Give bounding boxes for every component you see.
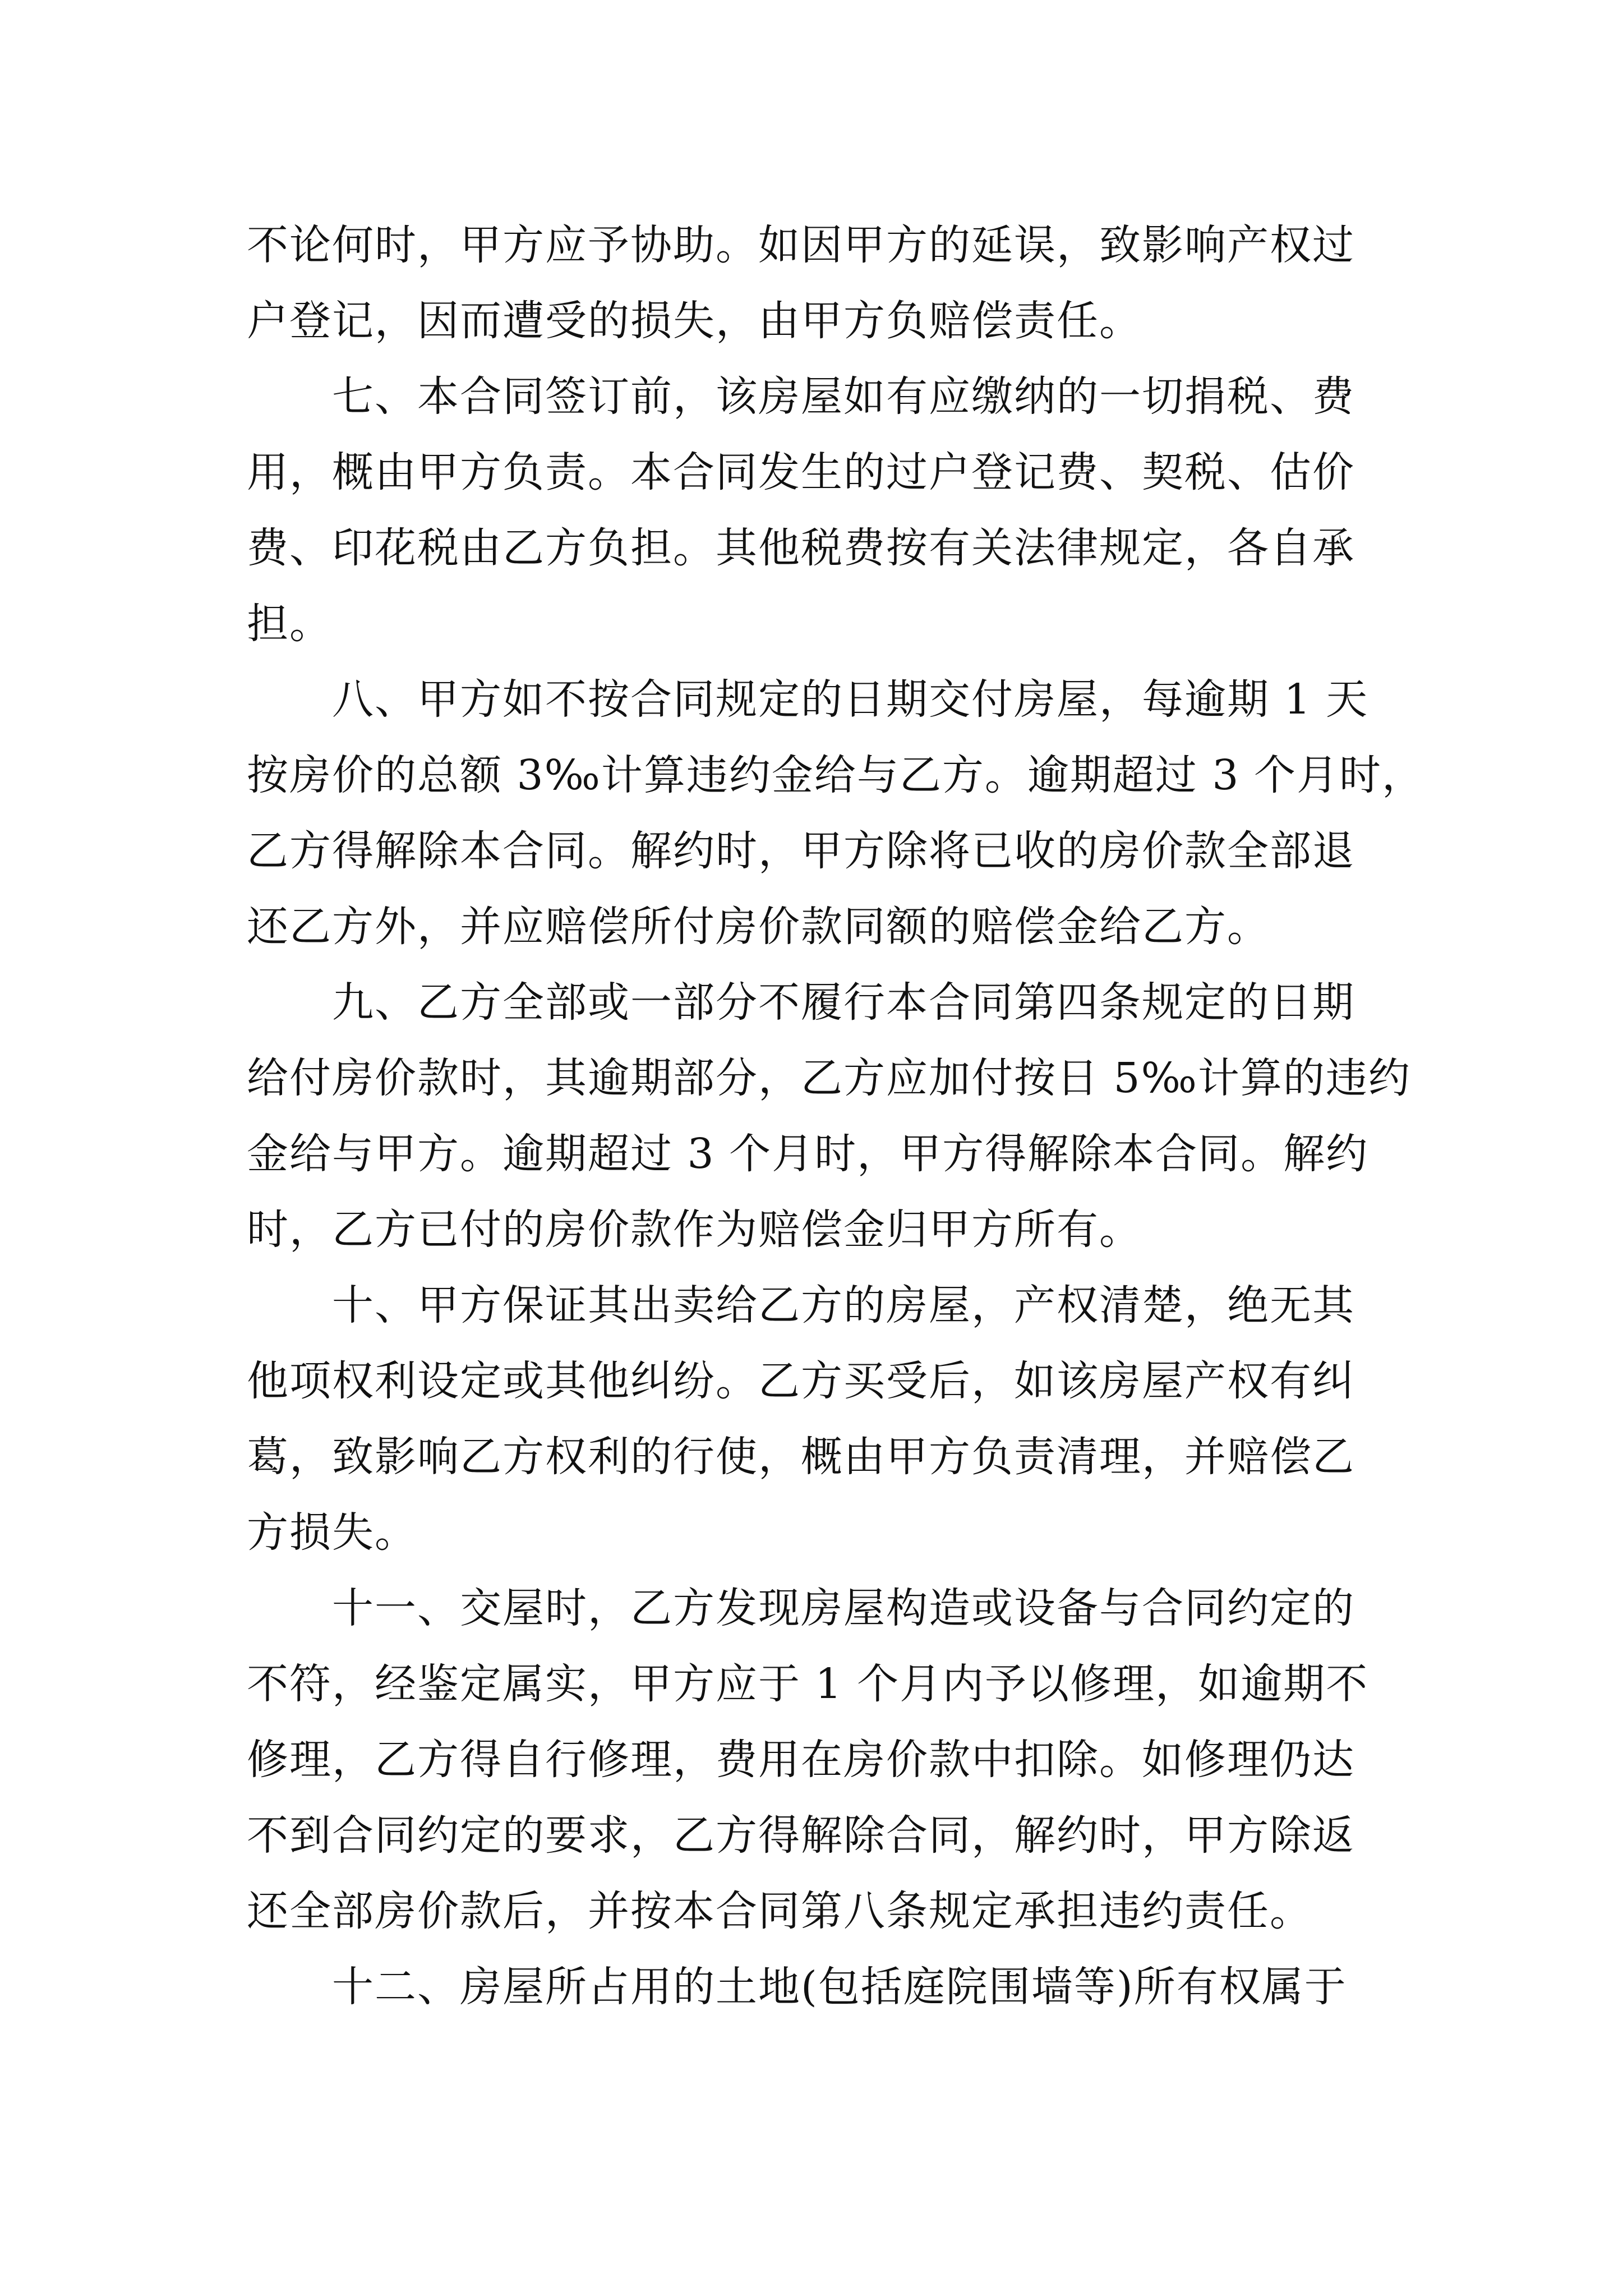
text-line: 给付房价款时，其逾期部分，乙方应加付按日 5‰计算的违约 (247, 1054, 1411, 1102)
text-line: 修理，乙方得自行修理，费用在房价款中扣除。如修理仍达 (247, 1736, 1355, 1784)
text-line: 十、甲方保证其出卖给乙方的房屋，产权清楚，绝无其 (247, 1281, 1355, 1329)
paragraph-clause-12 (247, 1949, 1391, 2025)
text-line: 还全部房价款后，并按本合同第八条规定承担违约责任。 (247, 1887, 1312, 1935)
text-line: 按房价的总额 3‰计算违约金给与乙方。逾期超过 3 个月时， (247, 751, 1425, 799)
text-line: 还乙方外，并应赔偿所付房价款同额的赔偿金给乙方。 (247, 903, 1270, 951)
text-line: 不到合同约定的要求，乙方得解除合同，解约时，甲方除返 (247, 1811, 1355, 1860)
text-line: 方损失。 (247, 1508, 417, 1557)
text-line: 十一、交屋时，乙方发现房屋构造或设备与合同约定的 (247, 1584, 1355, 1632)
paragraph-clause-9 (247, 965, 1411, 1268)
text-line: 用，概由甲方负责。本合同发生的过户登记费、契税、估价 (247, 448, 1355, 496)
text-line: 金给与甲方。逾期超过 3 个月时，甲方得解除本合同。解约 (247, 1130, 1369, 1178)
text-line: 费、印花税由乙方负担。其他税费按有关法律规定，各自承 (247, 524, 1355, 572)
text-line: 时，乙方已付的房价款作为赔偿金归甲方所有。 (247, 1205, 1142, 1254)
text-line: 他项权利设定或其他纠纷。乙方买受后，如该房屋产权有纠 (247, 1357, 1355, 1405)
text-line: 十二、房屋所占用的土地(包括庭院围墙等)所有权属于 (247, 1963, 1347, 2011)
paragraph-clause-10 (247, 1268, 1391, 1571)
text-line: 八、甲方如不按合同规定的日期交付房屋，每逾期 1 天 (247, 675, 1369, 724)
paragraph-clause-8 (247, 662, 1425, 965)
text-line: 户登记，因而遭受的损失，由甲方负赔偿责任。 (247, 297, 1142, 345)
text-line: 乙方得解除本合同。解约时，甲方除将已收的房价款全部退 (247, 827, 1355, 875)
text-line: 不符，经鉴定属实，甲方应于 1 个月内予以修理，如逾期不 (247, 1660, 1369, 1708)
text-line: 不论何时，甲方应予协助。如因甲方的延误，致影响产权过 (247, 221, 1355, 269)
paragraph-clause-7 (247, 359, 1391, 662)
paragraph-clause-11 (247, 1571, 1391, 1949)
text-line: 七、本合同签订前，该房屋如有应缴纳的一切捐税、费 (247, 372, 1355, 421)
text-line: 担。 (247, 600, 332, 648)
document-body (247, 208, 1425, 2025)
text-line: 葛，致影响乙方权利的行使，概由甲方负责清理，并赔偿乙 (247, 1433, 1355, 1481)
paragraph-intro (247, 208, 1391, 359)
text-line: 九、乙方全部或一部分不履行本合同第四条规定的日期 (247, 978, 1355, 1027)
